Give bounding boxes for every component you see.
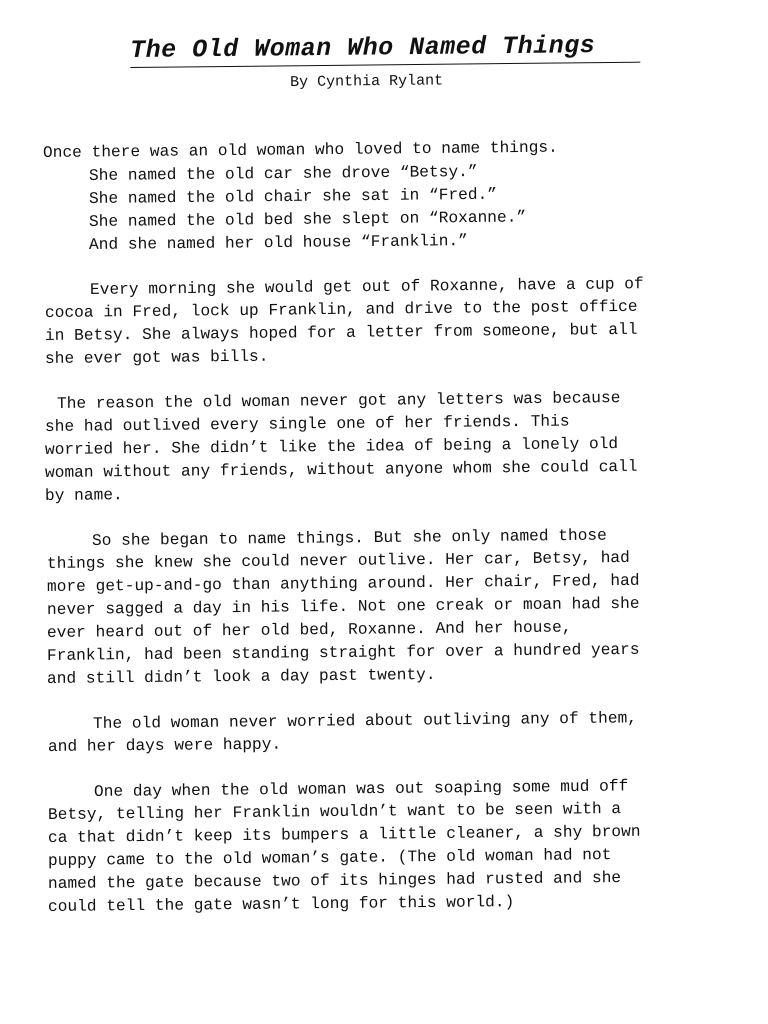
story-line: never sagged a day in his life. Not one creak or moan had she (46, 594, 640, 619)
story-line: She named the old car she drove “Betsy.” (88, 162, 478, 185)
story-line: she had outlived every single one of her friends. This (44, 412, 570, 436)
story-line: ever heard out of her old bed, Roxanne. And her house, (46, 618, 572, 642)
story-line: woman without any friends, without anyone whom she could call (44, 457, 638, 482)
story-line: ca that didn’t keep its bumpers a little cleaner, a shy brown (47, 822, 641, 847)
story-line: cocoa in Fred, lock up Franklin, and drive to the post office (44, 297, 638, 322)
story-line: She named the old chair she sat in “Fred.” (88, 185, 498, 208)
story-line: She named the old bed she slept on “Roxanne.” (88, 208, 527, 231)
story-line: she ever got was bills. (44, 347, 269, 368)
story-line: So she began to name things. But she only named those (91, 526, 607, 550)
story-line: The reason the old woman never got any letters was because (56, 389, 621, 413)
story-line: Betsy, telling her Franklin wouldn’t want to be seen with a (47, 799, 622, 824)
story-line: and still didn’t look a day past twenty. (46, 665, 436, 688)
story-line: One day when the old woman was out soaping some mud off (93, 777, 629, 801)
story-line: Every morning she would get out of Roxanne, have a cup of (89, 275, 644, 299)
story-line: more get-up-and-go than anything around. Her chair, Fred, had (46, 571, 640, 596)
story-line: Franklin, had been standing straight for over a hundred years (46, 640, 640, 665)
story-line: And she named her old house “Franklin.” (88, 232, 468, 254)
story-line: Once there was an old woman who loved to name things. (42, 138, 558, 162)
story-line: could tell the gate wasn’t long for this world.) (47, 893, 515, 916)
story-line: worried her. She didn’t like the idea of being a lonely old (44, 434, 619, 459)
story-line: things she knew she could never outlive. Her car, Betsy, had (46, 548, 630, 573)
story-line: The old woman never worried about outliving any of them, (92, 709, 638, 733)
document-title: The Old Woman Who Named Things (130, 31, 640, 68)
document-byline: By Cynthia Rylant (290, 72, 444, 91)
story-line: puppy came to the old woman’s gate. (The old woman had not (47, 846, 612, 870)
story-line: and her days were happy. (47, 735, 282, 756)
story-line: by name. (44, 486, 123, 505)
story-line: named the gate because two of its hinges had rusted and she (47, 868, 622, 893)
story-line: in Betsy. She always hoped for a letter from someone, but all (44, 320, 638, 345)
